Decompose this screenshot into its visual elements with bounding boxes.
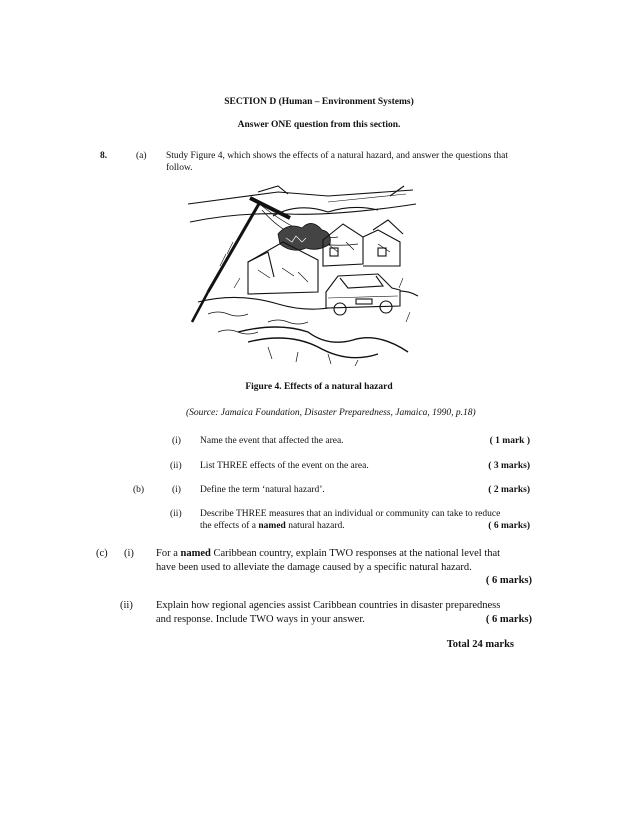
c-ii-line2: and response. Include TWO ways in your answer. bbox=[156, 614, 365, 625]
figure-caption: Figure 4. Effects of a natural hazard bbox=[245, 382, 393, 392]
part-a-stem-line1: Study Figure 4, which shows the effects of a natural hazard, and answer the questions that bbox=[166, 151, 508, 161]
a-ii-marks: ( 3 marks) bbox=[488, 461, 530, 471]
b-ii-line2: the effects of a named natural hazard. bbox=[200, 521, 345, 531]
c-i-line2: have been used to alleviate the damage caused by a specific natural hazard. bbox=[156, 562, 472, 573]
b-i-num: (i) bbox=[172, 485, 181, 495]
figure-4-illustration bbox=[178, 182, 423, 367]
figure-source: (Source: Jamaica Foundation, Disaster Preparedness, Jamaica, 1990, p.18) bbox=[186, 408, 476, 418]
c-ii-line1: Explain how regional agencies assist Caribbean countries in disaster preparedness bbox=[156, 600, 501, 611]
a-i-marks: ( 1 mark ) bbox=[489, 436, 530, 446]
part-c-label: (c) bbox=[96, 548, 108, 559]
b-i-marks: ( 2 marks) bbox=[488, 485, 530, 495]
hurricane-damage-sketch-icon bbox=[178, 182, 423, 367]
b-ii-num: (ii) bbox=[170, 509, 182, 519]
part-a-stem-line2: follow. bbox=[166, 163, 193, 173]
a-i-num: (i) bbox=[172, 436, 181, 446]
c-i-emphasis: named bbox=[180, 548, 211, 559]
total-marks: Total 24 marks bbox=[446, 639, 514, 650]
a-ii-text: List THREE effects of the event on the area. bbox=[200, 461, 369, 471]
c-ii-marks: ( 6 marks) bbox=[485, 614, 532, 625]
b-ii-marks: ( 6 marks) bbox=[488, 521, 530, 531]
a-i-text: Name the event that affected the area. bbox=[200, 436, 344, 446]
b-i-text: Define the term ‘natural hazard’. bbox=[200, 485, 325, 495]
c-i-num: (i) bbox=[124, 548, 134, 559]
c-i-marks: ( 6 marks) bbox=[485, 575, 532, 586]
a-ii-num: (ii) bbox=[170, 461, 182, 471]
b-ii-emphasis: named bbox=[258, 521, 286, 531]
b-ii-line1: Describe THREE measures that an individual or community can take to reduce bbox=[200, 509, 501, 519]
section-title: SECTION D (Human – Environment Systems) bbox=[224, 97, 414, 107]
part-a-label: (a) bbox=[136, 151, 147, 161]
question-number: 8. bbox=[100, 151, 108, 161]
c-ii-num: (ii) bbox=[120, 600, 133, 611]
c-i-line1: For a named Caribbean country, explain TWO responses at the national level that bbox=[156, 548, 501, 559]
section-instruction: Answer ONE question from this section. bbox=[237, 120, 401, 130]
part-b-label: (b) bbox=[133, 485, 145, 495]
